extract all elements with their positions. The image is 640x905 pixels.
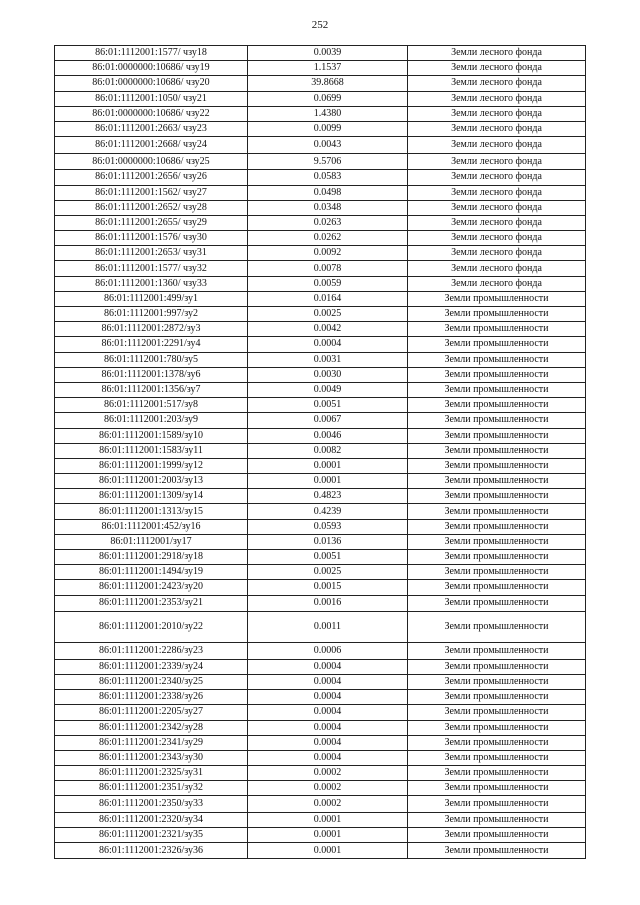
cadastral-number-cell: 86:01:1112001:1050/ чзу21 [55, 91, 248, 106]
area-cell: 0.0004 [248, 674, 408, 689]
table-row [55, 550, 586, 565]
cadastral-number-cell: 86:01:0000000:10686/ чзу22 [55, 106, 248, 121]
cadastral-number-cell: 86:01:1112001:2350/зу33 [55, 796, 248, 813]
table-row [55, 766, 586, 781]
table-row [55, 413, 586, 428]
cadastral-number-cell: 86:01:1112001:2655/ чзу29 [55, 215, 248, 230]
cadastral-number-cell: 86:01:1112001:2326/зу36 [55, 843, 248, 858]
area-cell: 0.4239 [248, 504, 408, 519]
area-cell: 0.0059 [248, 276, 408, 291]
table-row [55, 504, 586, 519]
land-category-cell: Земли промышленности [408, 337, 586, 352]
table-row [55, 137, 586, 154]
land-category-cell: Земли промышленности [408, 428, 586, 443]
area-cell: 0.0051 [248, 398, 408, 413]
cadastral-number-cell: 86:01:1112001:1309/зу14 [55, 489, 248, 504]
land-category-cell: Земли промышленности [408, 291, 586, 306]
land-category-cell: Земли промышленности [408, 674, 586, 689]
table-row [55, 643, 586, 660]
land-category-cell: Земли промышленности [408, 352, 586, 367]
table-row [55, 690, 586, 705]
area-cell: 0.0067 [248, 413, 408, 428]
area-cell: 0.0004 [248, 659, 408, 674]
area-cell: 0.0583 [248, 170, 408, 185]
cadastral-number-cell: 86:01:1112001:1313/зу15 [55, 504, 248, 519]
table-row [55, 474, 586, 489]
cadastral-number-cell: 86:01:1112001:2003/зу13 [55, 474, 248, 489]
cadastral-number-cell: 86:01:1112001/зу17 [55, 534, 248, 549]
cadastral-number-cell: 86:01:1112001:1356/зу7 [55, 382, 248, 397]
table-row [55, 337, 586, 352]
table-row [55, 428, 586, 443]
area-cell: 0.0031 [248, 352, 408, 367]
table-row [55, 200, 586, 215]
land-category-cell: Земли промышленности [408, 705, 586, 720]
land-category-cell: Земли промышленности [408, 534, 586, 549]
table-row [55, 231, 586, 246]
table-row [55, 61, 586, 76]
area-cell: 0.0046 [248, 428, 408, 443]
table-row [55, 121, 586, 136]
cadastral-number-cell: 86:01:0000000:10686/ чзу19 [55, 61, 248, 76]
table-row [55, 489, 586, 504]
area-cell: 0.0699 [248, 91, 408, 106]
cadastral-number-cell: 86:01:1112001:2353/зу21 [55, 595, 248, 612]
table-row [55, 595, 586, 612]
area-cell: 0.0004 [248, 720, 408, 735]
land-category-cell: Земли лесного фонда [408, 121, 586, 136]
table-row [55, 170, 586, 185]
table-row [55, 813, 586, 828]
cadastral-number-cell: 86:01:1112001:2286/зу23 [55, 643, 248, 660]
table-row [55, 382, 586, 397]
land-category-cell: Земли лесного фонда [408, 76, 586, 91]
table-row [55, 153, 586, 170]
table-row [55, 781, 586, 796]
area-cell: 0.0263 [248, 215, 408, 230]
cadastral-number-cell: 86:01:1112001:2652/ чзу28 [55, 200, 248, 215]
cadastral-number-cell: 86:01:1112001:2325/зу31 [55, 766, 248, 781]
cadastral-number-cell: 86:01:1112001:1360/ чзу33 [55, 276, 248, 291]
land-category-cell: Земли промышленности [408, 367, 586, 382]
area-cell: 0.0006 [248, 643, 408, 660]
table-row [55, 46, 586, 61]
area-cell: 0.0078 [248, 261, 408, 276]
table-row [55, 307, 586, 322]
area-cell: 0.0099 [248, 121, 408, 136]
land-category-cell: Земли промышленности [408, 813, 586, 828]
cadastral-number-cell: 86:01:1112001:2320/зу34 [55, 813, 248, 828]
land-category-cell: Земли промышленности [408, 659, 586, 674]
land-category-cell: Земли промышленности [408, 413, 586, 428]
table-row [55, 674, 586, 689]
land-category-cell: Земли лесного фонда [408, 276, 586, 291]
cadastral-number-cell: 86:01:1112001:2291/зу4 [55, 337, 248, 352]
land-category-cell: Земли промышленности [408, 643, 586, 660]
land-category-cell: Земли промышленности [408, 565, 586, 580]
area-cell: 0.0082 [248, 443, 408, 458]
area-cell: 0.0004 [248, 337, 408, 352]
table-row [55, 565, 586, 580]
land-category-cell: Земли лесного фонда [408, 106, 586, 121]
land-category-cell: Земли промышленности [408, 781, 586, 796]
table-row [55, 796, 586, 813]
land-category-cell: Земли промышленности [408, 828, 586, 843]
area-cell: 0.0002 [248, 766, 408, 781]
land-category-cell: Земли лесного фонда [408, 231, 586, 246]
table-row [55, 659, 586, 674]
table-row [55, 705, 586, 720]
land-category-cell: Земли лесного фонда [408, 246, 586, 261]
table-row [55, 828, 586, 843]
area-cell: 0.0593 [248, 519, 408, 534]
cadastral-number-cell: 86:01:1112001:2338/зу26 [55, 690, 248, 705]
land-category-cell: Земли промышленности [408, 690, 586, 705]
land-category-cell: Земли лесного фонда [408, 137, 586, 154]
area-cell: 0.0016 [248, 595, 408, 612]
cadastral-number-cell: 86:01:1112001:2423/зу20 [55, 580, 248, 595]
cadastral-number-cell: 86:01:1112001:2656/ чзу26 [55, 170, 248, 185]
table-row [55, 215, 586, 230]
land-plots-table-body [55, 46, 586, 859]
land-category-cell: Земли лесного фонда [408, 46, 586, 61]
cadastral-number-cell: 86:01:1112001:780/зу5 [55, 352, 248, 367]
land-category-cell: Земли промышленности [408, 612, 586, 643]
table-row [55, 291, 586, 306]
area-cell: 0.0051 [248, 550, 408, 565]
land-category-cell: Земли лесного фонда [408, 170, 586, 185]
cadastral-number-cell: 86:01:1112001:1378/зу6 [55, 367, 248, 382]
area-cell: 0.0004 [248, 705, 408, 720]
cadastral-number-cell: 86:01:1112001:2339/зу24 [55, 659, 248, 674]
cadastral-number-cell: 86:01:1112001:517/зу8 [55, 398, 248, 413]
cadastral-number-cell: 86:01:1112001:2340/зу25 [55, 674, 248, 689]
land-plots-table [54, 45, 586, 859]
area-cell: 0.0039 [248, 46, 408, 61]
area-cell: 0.0043 [248, 137, 408, 154]
table-row [55, 246, 586, 261]
land-category-cell: Земли промышленности [408, 398, 586, 413]
area-cell: 0.0049 [248, 382, 408, 397]
table-row [55, 458, 586, 473]
area-cell: 0.0001 [248, 843, 408, 858]
area-cell: 0.0092 [248, 246, 408, 261]
land-category-cell: Земли промышленности [408, 580, 586, 595]
area-cell: 0.0136 [248, 534, 408, 549]
cadastral-number-cell: 86:01:1112001:452/зу16 [55, 519, 248, 534]
table-row [55, 843, 586, 858]
table-row [55, 398, 586, 413]
area-cell: 9.5706 [248, 153, 408, 170]
land-category-cell: Земли лесного фонда [408, 261, 586, 276]
land-category-cell: Земли лесного фонда [408, 200, 586, 215]
area-cell: 0.0001 [248, 813, 408, 828]
area-cell: 0.0025 [248, 565, 408, 580]
land-category-cell: Земли лесного фонда [408, 91, 586, 106]
cadastral-number-cell: 86:01:1112001:1583/зу11 [55, 443, 248, 458]
land-category-cell: Земли промышленности [408, 796, 586, 813]
area-cell: 0.0002 [248, 796, 408, 813]
cadastral-number-cell: 86:01:1112001:1577/ чзу18 [55, 46, 248, 61]
area-cell: 0.0004 [248, 690, 408, 705]
area-cell: 0.0002 [248, 781, 408, 796]
land-category-cell: Земли промышленности [408, 766, 586, 781]
table-row [55, 735, 586, 750]
land-category-cell: Земли лесного фонда [408, 153, 586, 170]
cadastral-number-cell: 86:01:1112001:2663/ чзу23 [55, 121, 248, 136]
cadastral-number-cell: 86:01:1112001:1577/ чзу32 [55, 261, 248, 276]
cadastral-number-cell: 86:01:1112001:2321/зу35 [55, 828, 248, 843]
cadastral-number-cell: 86:01:1112001:1999/зу12 [55, 458, 248, 473]
cadastral-number-cell: 86:01:1112001:997/зу2 [55, 307, 248, 322]
cadastral-number-cell: 86:01:1112001:2342/зу28 [55, 720, 248, 735]
area-cell: 0.0004 [248, 735, 408, 750]
area-cell: 0.0262 [248, 231, 408, 246]
cadastral-number-cell: 86:01:1112001:1576/ чзу30 [55, 231, 248, 246]
area-cell: 0.0004 [248, 750, 408, 765]
area-cell: 0.0042 [248, 322, 408, 337]
cadastral-number-cell: 86:01:1112001:2205/зу27 [55, 705, 248, 720]
cadastral-number-cell: 86:01:0000000:10686/ чзу20 [55, 76, 248, 91]
land-category-cell: Земли промышленности [408, 307, 586, 322]
cadastral-number-cell: 86:01:1112001:1589/зу10 [55, 428, 248, 443]
table-row [55, 612, 586, 643]
area-cell: 0.0348 [248, 200, 408, 215]
cadastral-number-cell: 86:01:1112001:2341/зу29 [55, 735, 248, 750]
table-row [55, 443, 586, 458]
area-cell: 0.0030 [248, 367, 408, 382]
area-cell: 0.0001 [248, 458, 408, 473]
land-category-cell: Земли промышленности [408, 504, 586, 519]
cadastral-number-cell: 86:01:1112001:2918/зу18 [55, 550, 248, 565]
land-category-cell: Земли промышленности [408, 382, 586, 397]
table-row [55, 322, 586, 337]
land-category-cell: Земли промышленности [408, 720, 586, 735]
area-cell: 0.0001 [248, 828, 408, 843]
table-row [55, 106, 586, 121]
cadastral-number-cell: 86:01:1112001:2653/ чзу31 [55, 246, 248, 261]
area-cell: 0.0164 [248, 291, 408, 306]
table-row [55, 534, 586, 549]
land-category-cell: Земли промышленности [408, 322, 586, 337]
cadastral-number-cell: 86:01:0000000:10686/ чзу25 [55, 153, 248, 170]
land-category-cell: Земли промышленности [408, 550, 586, 565]
cadastral-number-cell: 86:01:1112001:1562/ чзу27 [55, 185, 248, 200]
land-category-cell: Земли промышленности [408, 458, 586, 473]
table-row [55, 519, 586, 534]
cadastral-number-cell: 86:01:1112001:2872/зу3 [55, 322, 248, 337]
table-row [55, 276, 586, 291]
land-category-cell: Земли лесного фонда [408, 215, 586, 230]
table-row [55, 91, 586, 106]
table-row [55, 367, 586, 382]
page-number: 252 [311, 19, 329, 31]
cadastral-number-cell: 86:01:1112001:2343/зу30 [55, 750, 248, 765]
land-category-cell: Земли промышленности [408, 735, 586, 750]
area-cell: 0.0025 [248, 307, 408, 322]
area-cell: 0.0011 [248, 612, 408, 643]
table-row [55, 720, 586, 735]
area-cell: 0.4823 [248, 489, 408, 504]
land-category-cell: Земли лесного фонда [408, 61, 586, 76]
land-category-cell: Земли промышленности [408, 489, 586, 504]
area-cell: 1.1537 [248, 61, 408, 76]
table-row [55, 261, 586, 276]
land-category-cell: Земли промышленности [408, 595, 586, 612]
table-row [55, 352, 586, 367]
land-category-cell: Земли лесного фонда [408, 185, 586, 200]
land-category-cell: Земли промышленности [408, 750, 586, 765]
table-row [55, 185, 586, 200]
table-row [55, 76, 586, 91]
area-cell: 1.4380 [248, 106, 408, 121]
area-cell: 39.8668 [248, 76, 408, 91]
area-cell: 0.0015 [248, 580, 408, 595]
cadastral-number-cell: 86:01:1112001:2668/ чзу24 [55, 137, 248, 154]
cadastral-number-cell: 86:01:1112001:2010/зу22 [55, 612, 248, 643]
table-row [55, 750, 586, 765]
area-cell: 0.0498 [248, 185, 408, 200]
land-category-cell: Земли промышленности [408, 474, 586, 489]
cadastral-number-cell: 86:01:1112001:203/зу9 [55, 413, 248, 428]
land-category-cell: Земли промышленности [408, 443, 586, 458]
land-category-cell: Земли промышленности [408, 519, 586, 534]
area-cell: 0.0001 [248, 474, 408, 489]
table-row [55, 580, 586, 595]
land-category-cell: Земли промышленности [408, 843, 586, 858]
cadastral-number-cell: 86:01:1112001:1494/зу19 [55, 565, 248, 580]
cadastral-number-cell: 86:01:1112001:499/зу1 [55, 291, 248, 306]
cadastral-number-cell: 86:01:1112001:2351/зу32 [55, 781, 248, 796]
